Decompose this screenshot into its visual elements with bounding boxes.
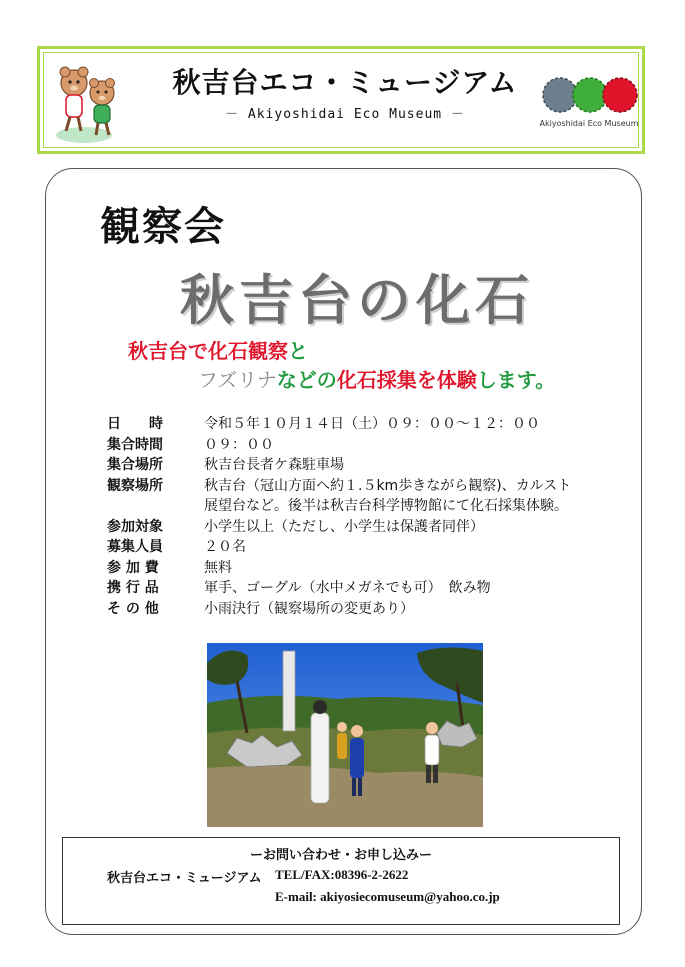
detail-row — [107, 599, 617, 620]
detail-label: 観察場所 — [107, 477, 163, 494]
contact-heading: ーお問い合わせ・お申し込みー — [249, 848, 432, 863]
detail-row — [107, 435, 617, 456]
museum-name-english: － Akiyoshidai Eco Museum － — [225, 107, 465, 122]
three-circles-logo-icon — [540, 71, 640, 121]
museum-name: 秋吉台エコ・ミュージアム — [172, 66, 518, 99]
detail-value: 無料 — [204, 559, 232, 576]
lead-text-green: などの — [276, 368, 337, 392]
detail-value: 小学生以上（ただし、小学生は保護者同伴） — [204, 518, 484, 535]
lead-text-red: 化石採集を体験 — [336, 368, 477, 392]
detail-label — [107, 496, 204, 517]
contact-email[interactable]: E-mail: akiyosiecomuseum@yahoo.co.jp — [275, 889, 500, 904]
detail-label: 集合場所 — [107, 457, 163, 473]
header-banner — [37, 46, 645, 154]
lead-text-red: 秋吉台で化石観察 — [128, 339, 288, 363]
logo-caption: Akiyoshidai Eco Museum — [539, 119, 639, 128]
detail-value: 軍手、ゴーグル（水中メガネでも可） 飲み物 — [204, 580, 491, 596]
field-trip-photo — [207, 643, 483, 827]
lead-text-green: と — [288, 339, 308, 363]
detail-value: 小雨決行（観察場所の変更あり） — [204, 600, 414, 617]
detail-row — [107, 558, 617, 579]
detail-value: 秋吉台（冠山方面へ約１.５km歩きながら観察)、カルスト — [204, 477, 572, 494]
detail-label: 日 時 — [107, 416, 163, 432]
detail-value: ０９：００ — [204, 436, 274, 453]
detail-label: 集合時間 — [107, 436, 163, 453]
detail-row — [107, 455, 617, 476]
event-details — [107, 414, 617, 619]
contact-phone: TEL/FAX:08396-2-2622 — [275, 867, 409, 882]
detail-value: 秋吉台長者ケ森駐車場 — [204, 457, 344, 473]
contact-box — [62, 837, 620, 925]
event-type-heading: 観察会 — [100, 204, 226, 250]
detail-label: 携 行 品 — [107, 580, 159, 596]
detail-row — [107, 537, 617, 558]
detail-value: 展望台など。後半は秋吉台科学博物館にて化石採集体験。 — [204, 498, 568, 514]
detail-row — [107, 517, 617, 538]
lead-text-green: します。 — [476, 368, 556, 392]
detail-label: そ の 他 — [107, 600, 159, 617]
lead-line-1 — [128, 335, 308, 364]
detail-label: 参加対象 — [107, 518, 163, 535]
lead-line-2 — [198, 364, 555, 393]
event-title: 秋吉台の化石 — [180, 269, 534, 332]
contact-organization: 秋吉台エコ・ミュージアム — [107, 871, 262, 886]
detail-value: ２０名 — [204, 539, 246, 555]
detail-row — [107, 496, 617, 517]
mascot-characters-icon — [54, 63, 126, 145]
detail-label: 募集人員 — [107, 539, 163, 555]
detail-row — [107, 476, 617, 497]
detail-row — [107, 414, 617, 435]
detail-row — [107, 578, 617, 599]
detail-label: 参 加 費 — [107, 559, 159, 576]
detail-value: 令和５年１０月１４日（土）０９：００～１２：００ — [204, 416, 540, 432]
lead-text-gray: フズリナ — [198, 368, 277, 392]
